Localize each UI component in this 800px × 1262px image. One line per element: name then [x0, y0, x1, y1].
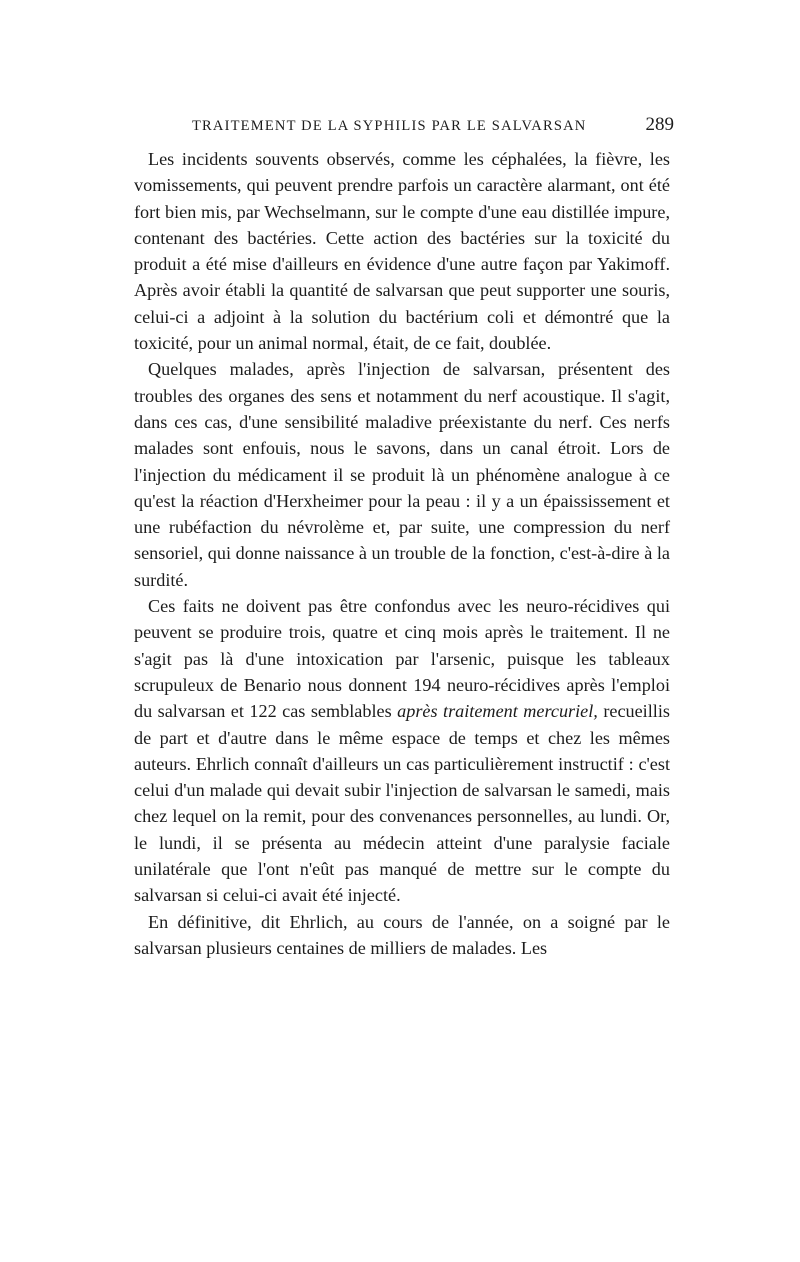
paragraph-3-text-before: Ces faits ne doivent pas être confondus avec les neuro-récidives qui peuvent se produire trois, quatre et cinq mois après le traitement. Il ne s'agit pas là d'une intoxication par l'arsenic, puisque les tableaux scrupuleux de Benario nous donnent 194 neuro-récidives après l'emploi du salvarsan et 122 cas semblables	[134, 596, 670, 722]
paragraph-4: En définitive, dit Ehrlich, au cours de l'année, on a soigné par le salvarsan plusieurs centaines de milliers de malades. Les	[134, 911, 670, 958]
paragraph-3	[134, 593, 670, 909]
paragraph-3-italic-phrase: après traitement mercuriel,	[397, 701, 598, 722]
running-title: TRAITEMENT DE LA SYPHILIS PAR LE SALVARSAN	[192, 118, 587, 134]
paragraph-2: Quelques malades, après l'injection de salvarsan, présentent des troubles des organes des sens et notamment du nerf acoustique. Il s'agit, dans ces cas, d'une sensibilité maladive préexistante du nerf. Ces nerfs malades sont enfouis, nous le savons, dans un canal étroit. Lors de l'injection du médicament il se produit là un phénomène analogue à ce qu'est la réaction d'Herxheimer pour la peau : il y a un épaississement et une rubéfaction du névrolème et, par suite, une compression du nerf sensoriel, qui donne naissance à un trouble de la fonction, c'est-à-dire à la surdité.	[134, 359, 670, 590]
paragraph-3-text-after: recueillis de part et d'autre dans le même espace de temps et chez les mêmes auteurs. Ehrlich connaît d'ailleurs un cas particulièrement instructif : c'est celui d'un malade qui devait subir l'injection de salvarsan le samedi, mais chez lequel on la remit, pour des convenances personnelles, au lundi. Or, le lundi, il se présenta au médecin atteint d'une paralysie faciale unilatérale que l'ont n'eût pas manqué de mettre sur le compte du salvarsan si celui-ci avait été injecté.	[134, 701, 670, 906]
book-page	[134, 112, 674, 961]
running-header	[134, 112, 674, 142]
paragraph-1: Les incidents souvents observés, comme les céphalées, la fièvre, les vomissements, qui peuvent prendre parfois un caractère alarmant, ont été fort bien mis, par Wechselmann, sur le compte d'une eau distillée impure, contenant des bactéries. Cette action des bactéries sur la toxicité du produit a été mise d'ailleurs en évidence d'une autre façon par Yakimoff. Après avoir établi la quantité de salvarsan que peut supporter une souris, celui-ci a adjoint à la solution du bactérium coli et démontré que la toxicité, pour un animal normal, était, de ce fait, doublée.	[134, 149, 670, 354]
body-text	[134, 146, 670, 961]
page-number: 289	[645, 114, 674, 135]
